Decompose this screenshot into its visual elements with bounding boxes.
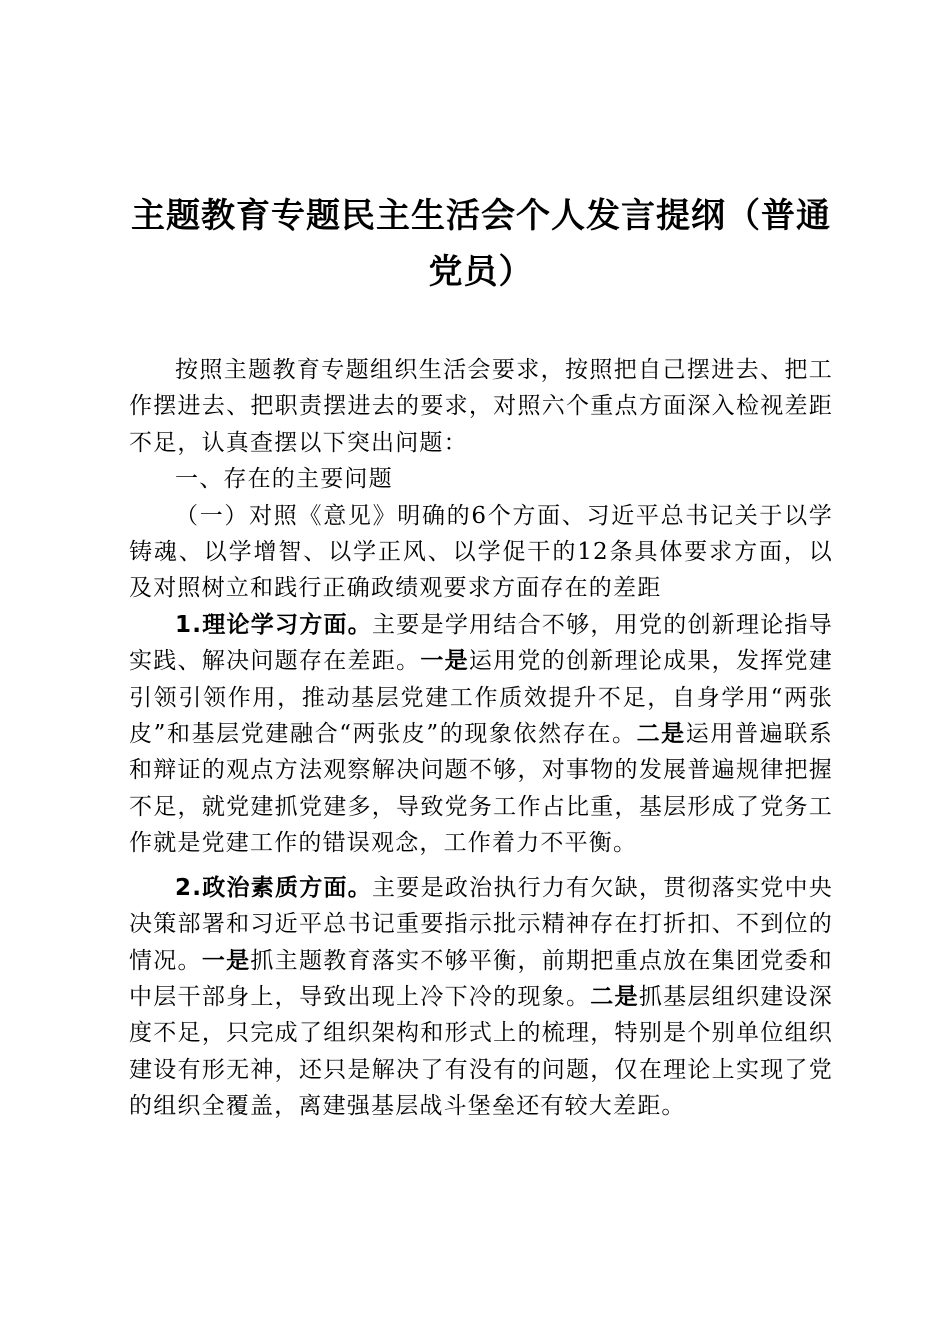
item-1-paragraph [129,607,833,862]
title-line-2: 党员） [428,252,534,292]
item-2-point-2-label: 二是 [590,983,639,1010]
item-2-point-1-label: 一是 [201,947,251,974]
item-2-summary: 主要是政治执行力有欠缺，贯彻落实党中央决策部署和习近平总书记重要指示批示精神存在打折扣、不到位的情况。 [129,874,833,974]
item-1-label: 1.理论学习方面。 [175,611,373,638]
section-heading-1: 一、存在的主要问题 [175,466,393,493]
item-1-point-2-text: 运用普遍联系和辩证的观点方法观察解决问题不够，对事物的发展普遍规律把握不足，就党建抓党建多，导致党务工作占比重，基层形成了党务工作就是党建工作的错误观念，工作着力不平衡。 [129,721,833,857]
item-2-point-2-text: 抓基层组织建设深度不足，只完成了组织架构和形式上的梳理，特别是个别单位组织建设有形无神，还只是解决了有没有的问题，仅在理论上实现了党的组织全覆盖，离建强基层战斗堡垒还有较大差距。 [129,983,833,1120]
document-page [129,188,833,1125]
document-body [129,352,833,1125]
title-line-1: 主题教育专题民主生活会个人发言提纲（普通 [131,196,831,236]
subsection-heading-1: （一）对照《意见》明确的6个方面、习近平总书记关于以学铸魂、以学增智、以学正风、以学促干的12条具体要求方面，以及对照树立和践行正确政绩观要求方面存在的差距 [129,502,833,602]
intro-paragraph: 按照主题教育专题组织生活会要求，按照把自己摆进去、把工作摆进去、把职责摆进去的要求，对照六个重点方面深入检视差距不足，认真查摆以下突出问题： [129,357,833,456]
document-title [129,188,833,300]
item-1-summary: 主要是学用结合不够，用党的创新理论指导实践、解决问题存在差距。 [129,611,833,675]
item-2-point-1-text: 抓主题教育落实不够平衡，前期把重点放在集团党委和中层干部身上，导致出现上冷下冷的现象。 [129,947,833,1010]
item-2-label: 2.政治素质方面。 [175,874,373,901]
item-2-paragraph [129,870,833,1125]
item-1-point-1-label: 一是 [420,648,469,675]
item-1-point-2-label: 二是 [636,721,686,748]
item-1-point-1-text: 运用党的创新理论成果，发挥党建引领引领作用，推动基层党建工作质效提升不足，自身学用“两张皮”和基层党建融合“两张皮”的现象依然存在。 [129,648,833,748]
